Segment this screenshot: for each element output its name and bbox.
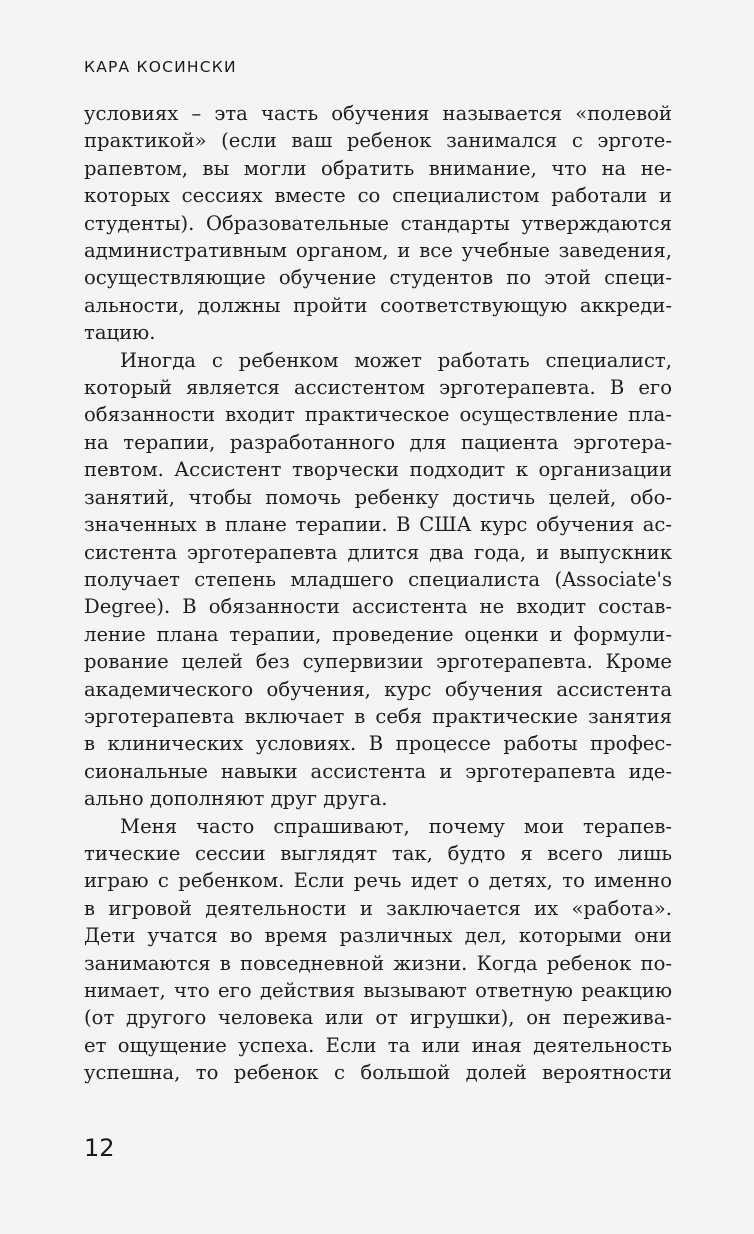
text-line: занятий, чтобы помочь ребенку достичь целей, обо- bbox=[84, 485, 672, 509]
text-line: нимает, что его действия вызывают ответную реакцию bbox=[84, 979, 672, 1002]
text-line: рование целей без супервизии эрготерапевта. Кроме bbox=[84, 650, 672, 674]
text-line: которых сессиях вместе со специалистом работали и bbox=[84, 184, 672, 208]
text-line: значенных в плане терапии. В США курс обучения ас- bbox=[84, 513, 672, 537]
text-line: административным органом, и все учебные заведения, bbox=[84, 239, 672, 263]
text-line: рапевтом, вы могли обратить внимание, что на не- bbox=[84, 156, 672, 180]
running-head: КАРА КОСИНСКИ bbox=[84, 58, 237, 76]
paragraph-start-line: Меня часто спрашивают, почему мои терапев- bbox=[120, 814, 672, 838]
text-line: который является ассистентом эрготерапевта. В его bbox=[84, 376, 672, 400]
text-line: условиях – эта часть обучения называется «полевой bbox=[84, 102, 672, 125]
text-line: играю с ребенком. Если речь идет о детях, то именно bbox=[84, 869, 672, 893]
text-line: тические сессии выглядят так, будто я всего лишь bbox=[84, 841, 672, 865]
text-line: систента эрготерапевта длится два года, и выпускник bbox=[84, 540, 672, 564]
text-line: на терапии, разработанного для пациента эрготера- bbox=[84, 430, 672, 454]
text-line: ет ощущение успеха. Если та или иная деятельность bbox=[84, 1033, 672, 1057]
text-line: ление плана терапии, проведение оценки и формули- bbox=[84, 622, 672, 646]
text-line: академического обучения, курс обучения ассистента bbox=[84, 677, 672, 701]
text-line: успешна, то ребенок с большой долей вероятности bbox=[84, 1061, 672, 1085]
text-line: студенты). Образовательные стандарты утверждаются bbox=[84, 211, 672, 235]
text-line: тацию. bbox=[84, 321, 156, 345]
text-line: Degree). В обязанности ассистента не входит состав- bbox=[84, 595, 672, 619]
text-line: альности, должны пройти соответствующую аккреди- bbox=[84, 293, 672, 317]
text-line: получает степень младшего специалиста (Associate's bbox=[84, 567, 672, 591]
page-number: 12 bbox=[84, 1134, 115, 1162]
text-line: (от другого человека или от игрушки), он пережива- bbox=[84, 1006, 672, 1030]
paragraph-start-line: Иногда с ребенком может работать специалист, bbox=[120, 348, 672, 372]
text-line: осуществляющие обучение студентов по этой специ- bbox=[84, 266, 672, 290]
text-line: практикой» (если ваш ребенок занимался с эрготе- bbox=[84, 129, 672, 153]
text-line: обязанности входит практическое осуществление пла- bbox=[84, 403, 672, 427]
body-text bbox=[84, 100, 672, 1087]
text-line: в клинических условиях. В процессе работы профес- bbox=[84, 732, 672, 756]
text-line: сиональные навыки ассистента и эрготерапевта иде- bbox=[84, 759, 672, 783]
text-line: в игровой деятельности и заключается их «работа». bbox=[84, 896, 672, 920]
text-line: занимаются в повседневной жизни. Когда ребенок по- bbox=[84, 951, 672, 975]
text-line: эрготерапевта включает в себя практические занятия bbox=[84, 704, 672, 728]
text-line: певтом. Ассистент творчески подходит к организации bbox=[84, 458, 672, 482]
text-line: Дети учатся во время различных дел, которыми они bbox=[84, 924, 672, 948]
text-line: ально дополняют друг друга. bbox=[84, 787, 388, 811]
